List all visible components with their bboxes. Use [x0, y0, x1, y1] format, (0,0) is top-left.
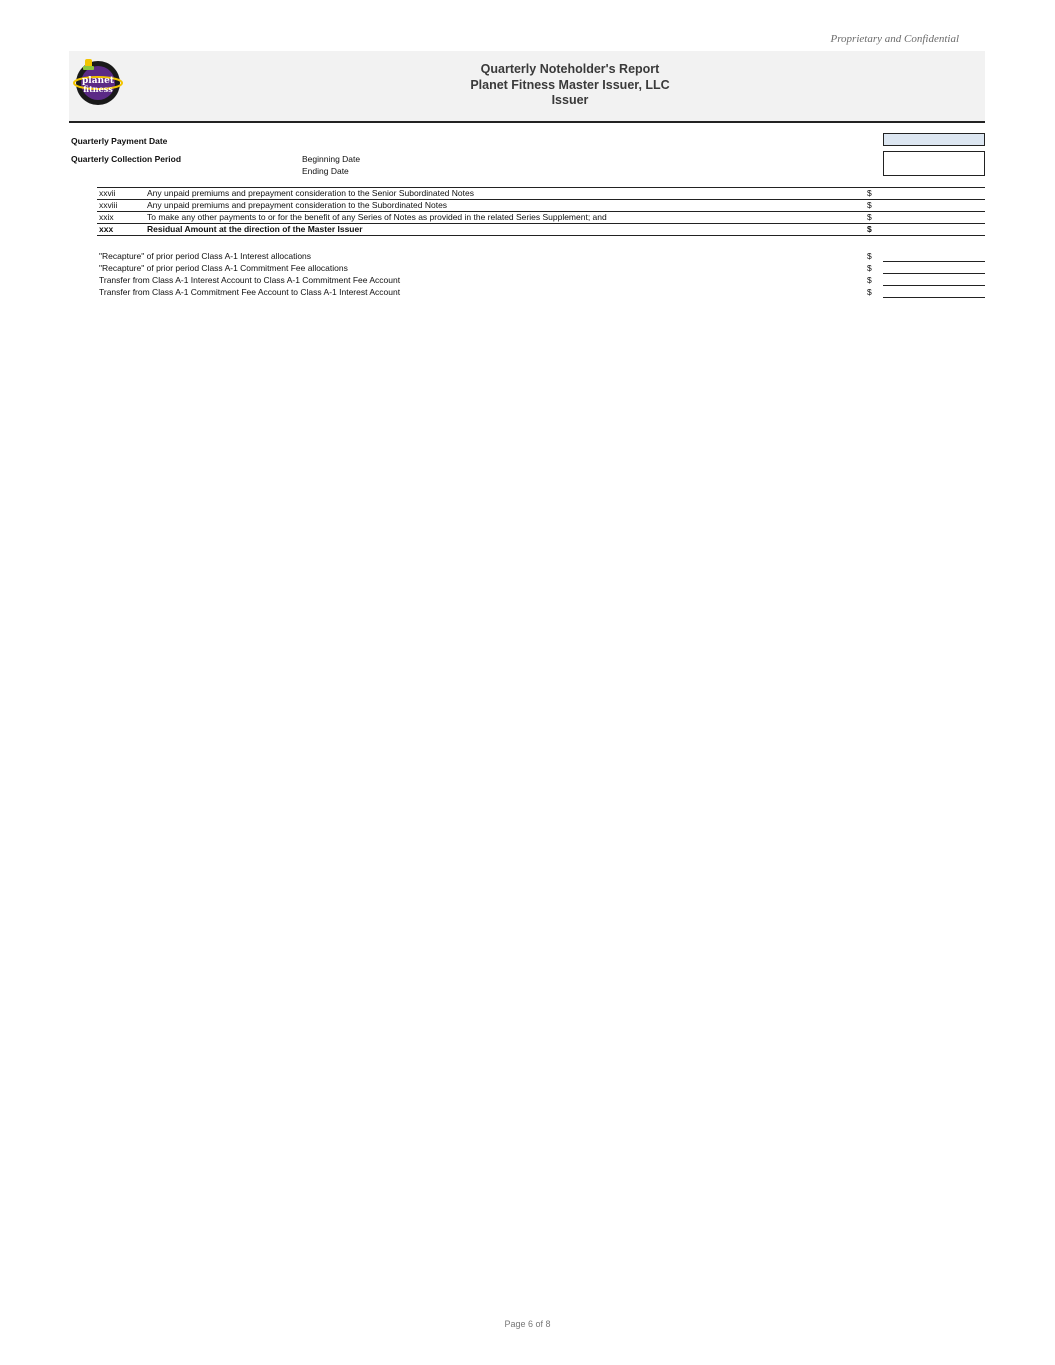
adjustment-description: "Recapture" of prior period Class A-1 Commitment Fee allocations: [99, 263, 348, 273]
row-description: To make any other payments to or for the benefit of any Series of Notes as provided in the related Series Supplement; and: [147, 212, 607, 222]
adjustment-currency: $: [867, 287, 872, 297]
adjustment-currency: $: [867, 275, 872, 285]
ending-date-label: Ending Date: [302, 166, 349, 176]
table-row: [97, 224, 985, 236]
row-number: xxviii: [99, 200, 118, 210]
row-number: xxix: [99, 212, 114, 222]
table-row: [97, 200, 985, 212]
issuer-role: Issuer: [551, 93, 589, 107]
row-description: Any unpaid premiums and prepayment consideration to the Subordinated Notes: [147, 200, 448, 210]
allocation-table: [97, 187, 985, 236]
adjustment-row: [99, 287, 985, 299]
report-title: Quarterly Noteholder's Report: [480, 62, 660, 76]
row-description: Any unpaid premiums and prepayment consideration to the Senior Subordinated Notes: [147, 188, 474, 198]
issuer-name: Planet Fitness Master Issuer, LLC: [470, 77, 670, 92]
payment-date-label: Quarterly Payment Date: [71, 136, 168, 146]
payment-date-field[interactable]: [883, 133, 985, 146]
adjustment-description: Transfer from Class A-1 Interest Account to Class A-1 Commitment Fee Account: [99, 275, 401, 285]
adjustment-amount-field[interactable]: [883, 273, 985, 274]
adjustment-description: "Recapture" of prior period Class A-1 Interest allocations: [99, 251, 312, 261]
row-currency: $: [867, 224, 872, 234]
row-description: Residual Amount at the direction of the Master Issuer: [147, 224, 363, 234]
table-row: [97, 212, 985, 224]
adjustment-amount-field[interactable]: [883, 261, 985, 262]
page-number: Page 6 of 8: [504, 1319, 551, 1329]
adjustment-currency: $: [867, 251, 872, 261]
row-currency: $: [867, 200, 872, 210]
adjustment-row: [99, 263, 985, 275]
adjustment-currency: $: [867, 263, 872, 273]
table-row: [97, 188, 985, 200]
collection-period-field[interactable]: [883, 151, 985, 176]
report-header: [69, 51, 985, 123]
row-number: xxvii: [99, 188, 116, 198]
confidential-notice: Proprietary and Confidential: [830, 33, 959, 45]
adjustment-row: [99, 275, 985, 287]
adjustment-description: Transfer from Class A-1 Commitment Fee Account to Class A-1 Interest Account: [99, 287, 401, 297]
row-currency: $: [867, 212, 872, 222]
adjustment-amount-field[interactable]: [883, 297, 985, 298]
adjustment-row: [99, 251, 985, 263]
row-currency: $: [867, 188, 872, 198]
collection-period-label: Quarterly Collection Period: [71, 154, 182, 164]
logo-text-top: planet: [82, 76, 114, 86]
logo-text-bottom: fitness: [83, 84, 113, 94]
row-number: xxx: [99, 224, 114, 234]
adjustment-amount-field[interactable]: [883, 285, 985, 286]
beginning-date-label: Beginning Date: [302, 154, 361, 164]
